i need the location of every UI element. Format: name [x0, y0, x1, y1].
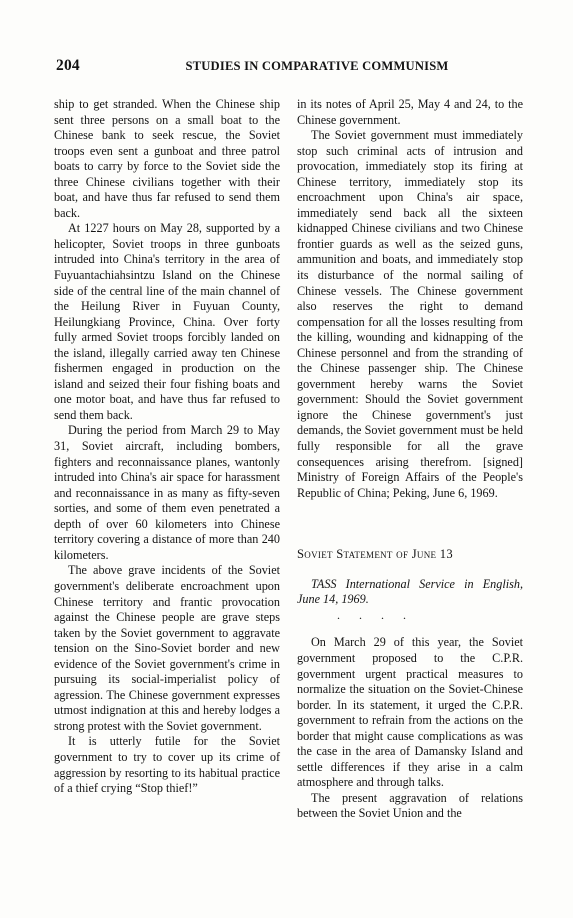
paragraph: ship to get stranded. When the Chinese ship sent three persons on a small boat to the Chinese bank to seek rescue, the Soviet troops even sent a gunboat and three patrol boats to carry by force to the Soviet side the three Chinese civilians together with their boat, and have thus far refused to send them back.	[54, 97, 280, 220]
paragraph: The present aggravation of relations between the Soviet Union and the	[297, 790, 523, 821]
section-spacer	[297, 623, 523, 635]
paragraph: The above grave incidents of the Soviet government's deliberate encroachment upon Chinese territory and frantic provocation against the Chinese people are grave steps taken by the Soviet government to aggravate tension on the Sino-Soviet border and new evidence of the Soviet government's crime in pursuing its social-imperialist policy of agression. The Chinese government expresses utmost indignation at this and hereby lodges a strong protest with the Soviet government.	[54, 563, 280, 733]
section-spacer	[297, 563, 523, 577]
paragraph: On March 29 of this year, the Soviet government proposed to the C.P.R. government urgent practical measures to normalize the situation on the Soviet-Chinese border. In its statement, it urged the C.P.R. government to refrain from the actions on the border that might cause complications as was the case in the area of Damansky Island and settle differences if they arise in a calm atmosphere and through talks.	[297, 635, 523, 790]
paragraph: At 1227 hours on May 28, supported by a helicopter, Soviet troops in three gunboats intruded into China's territory in the area of Fuyuantachiahsintzu Island on the Chinese side of the central line of the main channel of the Heilung River in Fuyuan County, Heilungkiang Province, China. Over forty fully armed Soviet troops forcibly landed on the island, illegally carried away ten Chinese fishermen engaged in production on the island and seized their four fishing boats and one motor boat, and have thus far refused to send them back.	[54, 221, 280, 422]
paragraph: During the period from March 29 to May 31, Soviet aircraft, including bombers, fighters and reconnaissance planes, wantonly intruded into China's air space for harassment and reconnaissance in as many as fifty-seven sorties, and some of them even penetrated a depth of over 60 kilometers into Chinese territory covering a distance of more than 240 kilometers.	[54, 423, 280, 562]
ellipsis: . . . .	[337, 607, 414, 622]
paragraph: The Soviet government must immediately stop such criminal acts of intrusion and provocation, immediately stop its firing at Chinese territory, immediately stop its encroachment upon China's air space, immediately send back all the sixteen kidnapped Chinese civilians and two Chinese frontier guards as well as the seized guns, ammunition and boats, and immediately stop its disturbance of the normal sailing of Chinese vessels. The Chinese government also reserves the right to demand compensation for all the losses resulting from the killing, wounding and kidnapping of the Chinese personnel and from the stranding of the Chinese passenger ship. The Chinese government hereby warns the Soviet government: Should the Soviet government ignore the Chinese government's just demands, the Soviet government must be held fully responsible for all the grave consequences arising therefrom. [signed] Ministry of Foreign Affairs of the People's Republic of China; Peking, June 6, 1969.	[297, 128, 523, 500]
section-heading: Soviet Statement of June 13	[297, 547, 453, 562]
page-header	[56, 57, 524, 77]
source-line: TASS International Service in English, June 14, 1969.	[297, 576, 523, 607]
right-column	[297, 97, 523, 822]
paragraph: in its notes of April 25, May 4 and 24, to the Chinese government.	[297, 97, 523, 127]
section-spacer	[297, 501, 523, 547]
left-column	[54, 97, 280, 797]
running-head: STUDIES IN COMPARATIVE COMMUNISM	[185, 59, 449, 73]
page-number: 204	[56, 57, 80, 74]
paragraph: It is utterly futile for the Soviet government to try to cover up its crime of aggression by resorting to its habitual practice of a thief crying “Stop thief!”	[54, 734, 280, 796]
